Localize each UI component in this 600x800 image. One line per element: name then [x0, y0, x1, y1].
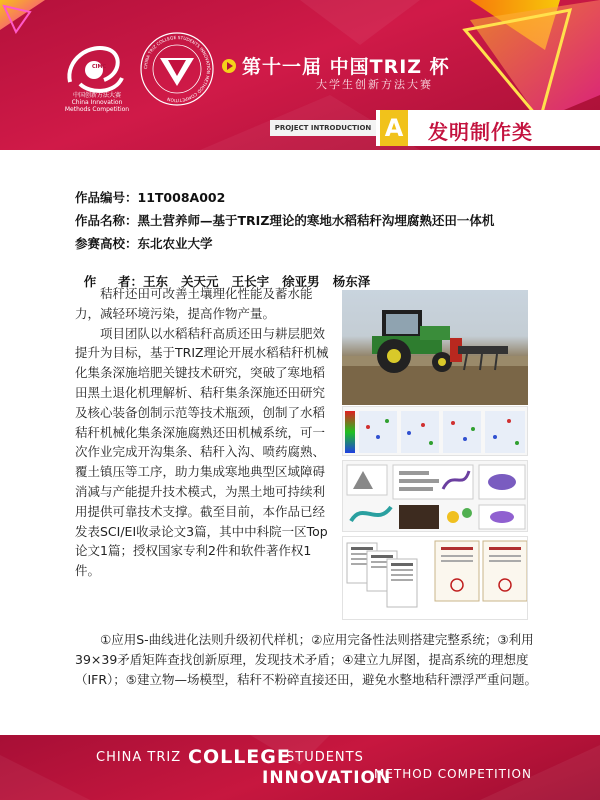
project-introduction-label: PROJECT INTRODUCTION [270, 120, 376, 136]
competition-title-row [222, 52, 450, 79]
competition-title: 第十一届 中国TRIZ 杯 [242, 56, 450, 78]
footer-innovation: INNOVATION [262, 768, 392, 788]
certificates-figure [342, 536, 528, 620]
tractor-photo [342, 290, 528, 405]
footer-banner [0, 735, 600, 800]
category-title: 发明制作类 [428, 120, 533, 144]
authors-value: 王东 关天元 王长宇 徐亚男 杨东泽 [142, 274, 371, 289]
mechanism-diagrams [343, 461, 528, 532]
competition-subtitle: 大学生创新方法大赛 [316, 78, 433, 91]
work-name-label: 作品名称： [75, 213, 138, 228]
footer-china-triz: CHINA TRIZ [96, 750, 182, 765]
footer-students: STUDENTS [286, 750, 364, 765]
work-id-line [75, 188, 225, 206]
footer-method-competition: METHOD COMPETITION [374, 767, 532, 781]
paragraph-intro: 秸秆还田可改善土壤理化性能及蓄水能力，减轻环境污染，提高作物产量。 [75, 286, 313, 321]
work-name-line [75, 211, 494, 229]
play-icon [222, 59, 236, 73]
simulation-figures [342, 406, 528, 456]
triz-methods-paragraph: ①应用S-曲线进化法则升级初代样机；②应用完备性法则搭建完整系统；③利用39×39矛盾矩阵查找创新原理，发现技术矛盾；④建立九屏图，提高系统的理想度（IFR）；⑤建立物—场模型，秸秆不粉碎直接还田，避免水整地秸秆漂浮严重问题。 [75, 632, 538, 687]
authors-label: 作 者： [83, 274, 143, 289]
paragraph-main: 项目团队以水稻秸秆高质还田与耕层肥效提升为目标，基于TRIZ理论开展水稻秸秆机械化集条深施培肥关键技术研究，突破了寒地稻田黑土退化机理解析、秸秆集条深施还田研究及核心装备创制示范等技术瓶颈，创制了水稻秸秆机械化集条深施腐熟还田机械系统，可一次作业完成开沟集条、秸秆入沟、喷药腐熟、覆土镇压等工序，助力集成寒地典型区域障碍消减与产能提升技术模式，为黑土地可持续利用提供可靠技术支撑。截至目前，本作品已经发表SCI/EI收录论文3篇，其中中科院一区Top论文1篇；授权国家专利2件和软件著作权1件。 [75, 325, 329, 579]
footer-college: COLLEGE [188, 746, 291, 768]
work-id-value: 11T008A002 [137, 190, 226, 205]
school-label: 参赛高校： [75, 236, 138, 251]
triz-emblem [138, 30, 216, 108]
tractor-illustration [342, 290, 528, 405]
category-letter: A [380, 110, 408, 146]
header-banner [0, 0, 600, 150]
logo-badge: CIMC [92, 64, 107, 70]
school-value: 东北农业大学 [137, 236, 213, 251]
logo-caption [52, 64, 142, 113]
work-id-label: 作品编号： [75, 190, 138, 205]
emblem-ring-text: CHINA TRIZ COLLEGE STUDENTS INNOVATION METHOD COMPETITION [143, 35, 211, 103]
school-line [75, 234, 213, 252]
work-name-value: 黑土营养师—基于TRIZ理论的寒地水稻秸秆沟埋腐熟还田一体机 [137, 213, 495, 228]
papers-and-patents [343, 537, 528, 620]
description-column [75, 284, 335, 581]
mechanism-figures [342, 460, 528, 532]
simulation-plots [343, 407, 528, 456]
logo-org-name: 中国创新方法大赛 China Innovation Methods Competition [64, 92, 130, 113]
